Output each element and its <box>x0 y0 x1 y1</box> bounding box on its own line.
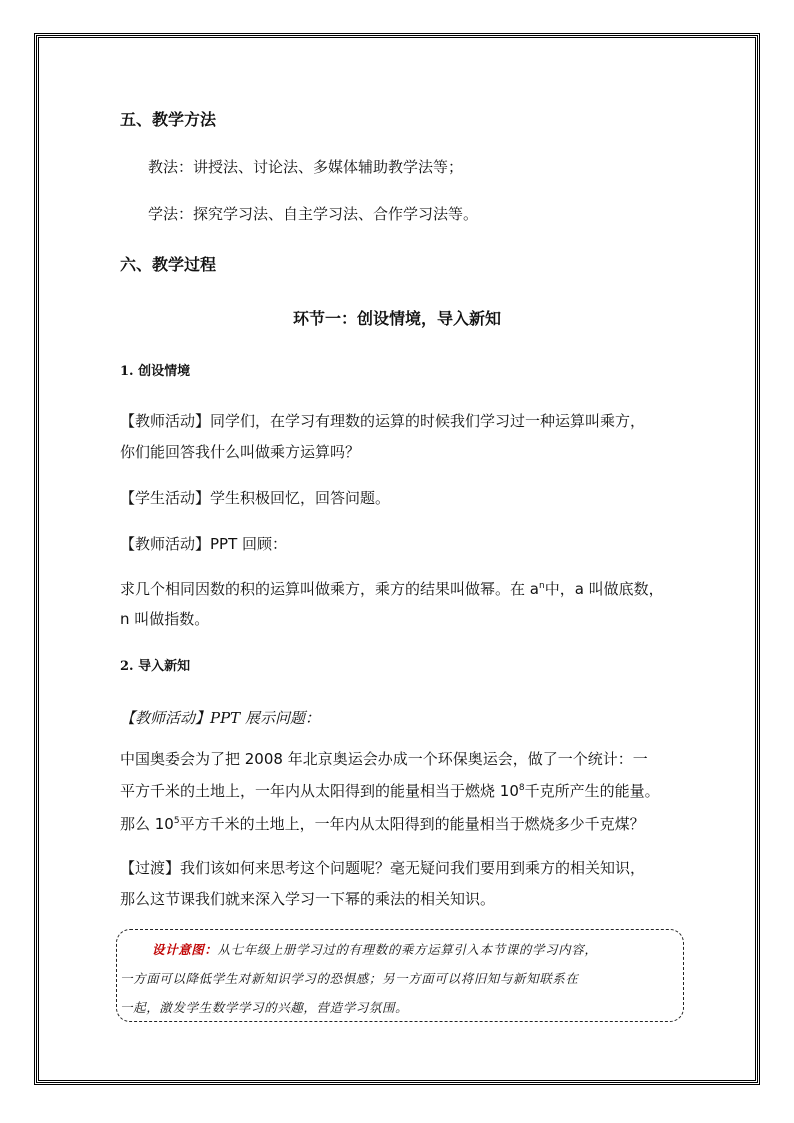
problem-exponent-8: 8 <box>518 783 525 793</box>
definition-part-a: 求几个相同因数的积的运算叫做乘方，乘方的结果叫做幂。在 a <box>120 580 539 598</box>
stage-title: 环节一：创设情境，导入新知 <box>292 309 501 328</box>
design-note-line-1 <box>152 940 597 958</box>
definition-line-2: n 叫做指数。 <box>120 610 210 628</box>
section-5-heading: 五、教学方法 <box>120 110 217 129</box>
definition-line-1 <box>120 578 664 599</box>
problem-line-2-part-a: 平方千米的土地上，一年内从太阳得到的能量相当于燃烧 10 <box>120 782 519 800</box>
part-1-heading: 1. 创设情境 <box>120 364 191 379</box>
definition-exponent: n <box>538 581 545 591</box>
problem-exponent-5: 5 <box>173 816 180 826</box>
definition-part-b: 中，a 叫做底数， <box>544 580 664 598</box>
problem-line-3-part-a: 那么 10 <box>120 815 174 833</box>
problem-line-1: 中国奥委会为了把 2008 年北京奥运会办成一个环保奥运会，做了一个统计：一 <box>120 750 648 768</box>
section-6-heading: 六、教学过程 <box>120 255 217 274</box>
page-border-inner <box>38 37 756 1081</box>
problem-line-2-part-b: 千克所产生的能量。 <box>524 782 660 800</box>
transition-line-2: 那么这节课我们就来深入学习一下幂的乘法的相关知识。 <box>120 890 496 908</box>
teaching-methods-text: 教法：讲授法、讨论法、多媒体辅助教学法等； <box>148 158 464 176</box>
design-note-label: 设计意图： <box>152 942 218 957</box>
transition-line-1: 【过渡】我们该如何来思考这个问题呢？毫无疑问我们要用到乘方的相关知识， <box>120 859 646 877</box>
problem-line-2 <box>120 780 660 801</box>
teacher-activity-2-text: 【教师活动】PPT 回顾： <box>120 535 288 553</box>
learning-methods-text: 学法：探究学习法、自主学习法、合作学习法等。 <box>148 205 479 223</box>
teacher-activity-1-line-2: 你们能回答我什么叫做乘方运算吗？ <box>120 443 361 461</box>
teacher-activity-1-line-1: 【教师活动】同学们，在学习有理数的运算的时候我们学习过一种运算叫乘方， <box>120 412 646 430</box>
problem-line-3-part-b: 平方千米的土地上，一年内从太阳得到的能量相当于燃烧多少千克煤？ <box>179 815 645 833</box>
design-note-line-1-text: 从七年级上册学习过的有理数的乘方运算引入本节课的学习内容， <box>217 942 598 957</box>
teacher-activity-ppt-text: 【教师活动】PPT 展示问题： <box>120 709 320 727</box>
design-note-line-2: 一方面可以降低学生对新知识学习的恐惧感；另一方面可以将旧知与新知联系在 <box>120 971 579 986</box>
student-activity-text: 【学生活动】学生积极回忆，回答问题。 <box>120 489 391 507</box>
problem-line-3 <box>120 813 645 834</box>
design-note-line-3: 一起，激发学生数学学习的兴趣，营造学习氛围。 <box>120 1000 409 1015</box>
part-2-heading: 2. 导入新知 <box>120 659 191 674</box>
